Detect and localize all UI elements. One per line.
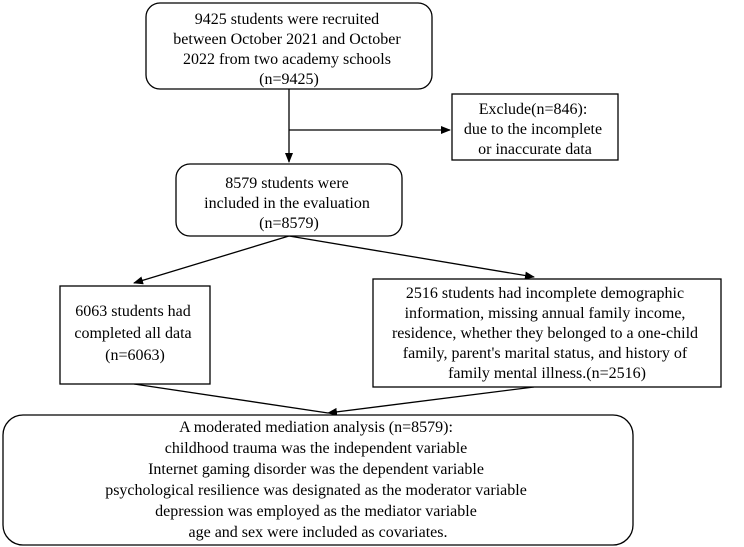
analysis-line: depression was employed as the mediator variable xyxy=(155,503,477,520)
analysis-line: Internet gaming disorder was the dependent variable xyxy=(148,461,484,478)
completed-line: (n=6063) xyxy=(105,347,165,364)
arrow-from-incomplete xyxy=(328,387,534,413)
analysis-line: age and sex were included as covariates. xyxy=(188,524,448,541)
node-recruited xyxy=(146,3,432,89)
incomplete-line: family mental illness.(n=2516) xyxy=(448,365,646,382)
node-excluded-text xyxy=(464,101,606,158)
node-analysis xyxy=(3,415,633,545)
recruited-line: 9425 students were recruited xyxy=(194,11,380,28)
node-incomplete xyxy=(373,279,721,387)
arrow-included-to-incomplete xyxy=(289,236,534,277)
incomplete-line: residence, whether they belonged to a one-child xyxy=(391,325,699,342)
incomplete-line: family, parent's marital status, and history of xyxy=(402,345,688,362)
incomplete-line: 2516 students had incomplete demographic xyxy=(405,285,685,302)
incomplete-line: information, missing annual family income, xyxy=(404,305,686,322)
excluded-line: or inaccurate data xyxy=(478,141,592,158)
arrow-to-analysis xyxy=(134,384,328,413)
recruited-line: (n=9425) xyxy=(259,71,319,88)
node-completed xyxy=(60,286,210,384)
analysis-line: psychological resilience was designated as the moderator variable xyxy=(105,482,527,499)
completed-line: 6063 students had xyxy=(75,303,191,320)
excluded-line: Exclude(n=846): xyxy=(478,101,588,118)
recruited-line: 2022 from two academy schools xyxy=(183,51,391,68)
included-line: 8579 students were xyxy=(225,175,349,192)
node-included xyxy=(176,164,402,236)
arrow-included-to-completed xyxy=(134,236,289,283)
analysis-line: childhood trauma was the independent variable xyxy=(164,440,468,457)
included-line: (n=8579) xyxy=(259,215,319,232)
node-excluded xyxy=(452,94,618,160)
recruited-line: between October 2021 and October xyxy=(173,31,401,48)
excluded-line: due to the incomplete xyxy=(463,121,603,138)
included-line: included in the evaluation xyxy=(204,195,370,212)
analysis-line: A moderated mediation analysis (n=8579): xyxy=(179,419,453,436)
completed-line: completed all data xyxy=(74,325,192,342)
